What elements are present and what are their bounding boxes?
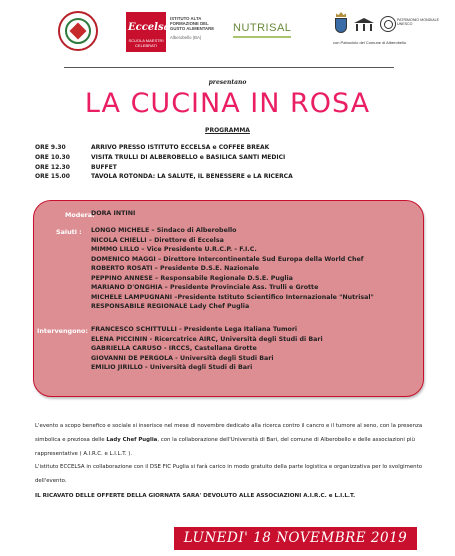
schedule-event: ARRIVO PRESSO ISTITUTO ECCELSA e COFFEE BREAK — [91, 144, 270, 151]
intervengono-label: Intervengono: — [37, 327, 88, 335]
event-date: LUNEDI' 18 NOVEMBRE 2019 — [183, 530, 408, 546]
intervento-item: GIOVANNI DE PERGOLA - Università degli Studi Bari — [91, 354, 274, 362]
schedule-event: BUFFET — [91, 163, 117, 171]
world-heritage-emblem-icon — [380, 16, 396, 32]
saluti-item: RESPONSABILE REGIONALE Lady Chef Puglia — [91, 303, 250, 310]
shield-icon — [335, 18, 347, 33]
temple-columns-shape — [356, 24, 372, 31]
intervento-item: GABRIELLA CARUSO - IRCCS, Castellana Grotte — [91, 345, 257, 352]
intervento-item: FRANCESCO SCHITTULLI - Presidente Lega Italiana Tumori — [91, 326, 298, 333]
event-title: LA CUCINA IN ROSA — [84, 88, 371, 119]
proceeds-note: IL RICAVATO DELLE OFFERTE DELLA GIORNATA SARA' DEVOLUTO ALLE ASSOCIAZIONI A.I.R.C. e L.I.L.T. — [35, 493, 356, 499]
nutrisal-logo: NUTRISAL — [233, 22, 292, 34]
eccelsa-caption-title: ISTITUTO ALTA FORMAZIONE DEL GUSTO ALIMENTARE — [170, 16, 215, 31]
presentano-label: presentano — [208, 79, 247, 86]
schedule-row — [35, 163, 435, 173]
description-text: L'evento a scopo benefico e sociale si inserisce nel mese di novembre dedicato alla ricerca contro il cancro e il tumore al seno, con la presenza simbolica e preziosa delle — [35, 423, 423, 444]
moderator-name: DORA INTINI — [91, 210, 136, 217]
header-divider — [64, 67, 394, 68]
intervento-item: ELENA PICCININ - Ricercatrice AIRC, Università degli Studi di Bari — [91, 335, 323, 343]
saluti-item: MICHELE LAMPUGNANI –Presidente Istituto Scientifico Internazionale "Nutrisal" — [91, 293, 374, 301]
saluti-item: PEPPINO ANNESE – Responsabile Regionale D.S.E. Puglia — [91, 274, 293, 282]
schedule-row — [35, 143, 435, 153]
programma-heading: PROGRAMMA — [205, 127, 250, 134]
schedule-time: ORE 10.30 — [35, 153, 70, 161]
schedule-row — [35, 153, 435, 163]
schedule-event: TAVOLA ROTONDA: LA SALUTE, IL BENESSERE e LA RICERCA — [91, 173, 293, 181]
eccelsa-logo-subtitle: SCUOLA MAESTRI CELEBRATI — [128, 38, 164, 48]
schedule-time: ORE 12.30 — [35, 163, 70, 171]
unesco-temple-icon — [354, 18, 374, 32]
eccelsa-logo — [126, 12, 171, 52]
schedule-list — [35, 143, 435, 182]
schedule-row — [35, 172, 435, 182]
saluti-item: NICOLA CHIELLI – Direttore di Eccelsa — [91, 236, 224, 244]
schedule-time: ORE 15.00 — [35, 173, 70, 181]
date-banner — [174, 527, 417, 550]
dse-logo — [58, 11, 98, 51]
intervento-item: EMILIO JIRILLO - Università degli Studi di Bari — [91, 364, 253, 371]
event-description — [35, 419, 427, 462]
speakers-panel — [33, 200, 424, 397]
schedule-time: ORE 9.30 — [35, 144, 66, 151]
saluti-item: ROBERTO ROSATI – Presidente D.S.E. Nazionale — [91, 265, 259, 272]
description-text-cont: , con la collaborazione dell'Università di Bari, del comune di Alberobello e delle associazioni più rappresentative ( A.I.R.C. e L.I.L.T. ). — [35, 437, 415, 458]
saluti-item: MIMMO LILLO – Vice Presidente U.R.C.P. - F.I.C. — [91, 246, 257, 253]
schedule-event: VISITA TRULLI DI ALBEROBELLO e BASILICA SANTI MEDICI — [91, 153, 286, 161]
organization-note: L'istituto ECCELSA in collaborazione con il DSE FIC Puglia si farà carico in modo gratuito della parte logistica e organizzativa per lo svolgimento dell'evento. — [35, 464, 423, 485]
eccelsa-caption-location: Alberobello (BA) — [170, 35, 202, 40]
eccelsa-logo-text: Eccelsa — [128, 22, 171, 33]
unesco-caption: PATRIMONIO MONDIALE UNESCO — [397, 18, 439, 27]
alberobello-coat-of-arms-icon — [334, 12, 348, 34]
header-logo-bar — [0, 8, 455, 54]
saluti-item: MARIANO D'ONGHIA – Presidente Provinciale Ass. Trulli e Grotte — [91, 284, 319, 291]
saluti-label: Saluti : — [56, 228, 82, 236]
lady-chef-highlight: Lady Chef Puglia — [106, 437, 158, 444]
patronage-note: con Patrocinio del Comune di Alberobello — [333, 40, 407, 45]
modera-label: Modera: — [65, 211, 95, 219]
temple-roof-shape — [354, 18, 374, 23]
saluti-item: LONGO MICHELE – Sindaco di Alberobello — [91, 227, 237, 234]
saluti-item: DOMENICO MAGGI – Direttore Intercontinentale Sud Europa della World Chef — [91, 255, 364, 263]
crown-icon — [336, 12, 346, 17]
eccelsa-caption — [170, 16, 218, 40]
